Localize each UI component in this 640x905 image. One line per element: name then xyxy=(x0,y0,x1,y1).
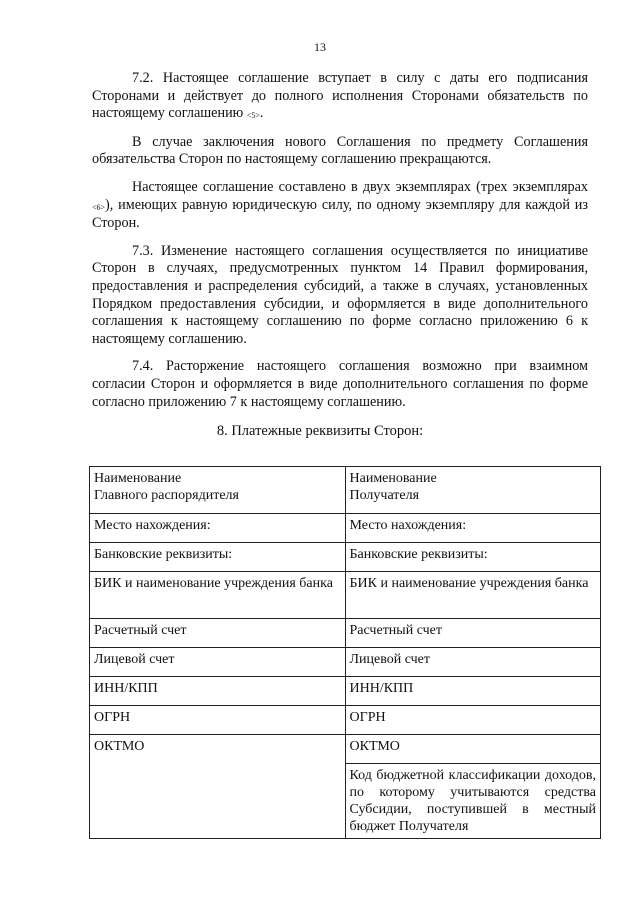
footnote-marker: <6> xyxy=(92,202,106,212)
paragraph-end: . xyxy=(259,105,264,122)
paragraph-text: Настоящее соглашение составлено в двух экземплярах (трех экземплярах xyxy=(132,178,588,195)
table-cell: Банковские реквизиты: xyxy=(345,543,601,572)
table-cell: Место нахождения: xyxy=(90,514,346,543)
table-row xyxy=(90,572,601,619)
footnote-marker: <5> xyxy=(246,111,260,121)
cell-text: Наименование xyxy=(94,471,182,486)
table-cell: Расчетный счет xyxy=(345,619,601,648)
table-row xyxy=(90,514,601,543)
table-row xyxy=(90,706,601,735)
table-row xyxy=(90,467,601,514)
table-cell: Код бюджетной классификации доходов, по которому учитываются средства Субсидии, поступившей в местный бюджет Получателя xyxy=(345,764,601,839)
table-cell: Место нахождения: xyxy=(345,514,601,543)
paragraph-text: 7.2. Настоящее соглашение вступает в силу с даты его подписания Сторонами и действует до полного исполнения Сторонами обязательств по настоящему соглашению xyxy=(92,70,588,122)
table-row xyxy=(90,677,601,706)
table-row xyxy=(90,735,601,764)
table-row xyxy=(90,648,601,677)
paragraph-copies xyxy=(92,179,588,233)
cell-text: Главного распорядителя xyxy=(94,488,239,503)
table-cell: ОГРН xyxy=(345,706,601,735)
table-cell: ОКТМО xyxy=(345,735,601,764)
table-cell: Лицевой счет xyxy=(345,648,601,677)
cell-text: Получателя xyxy=(349,488,420,503)
table-cell: БИК и наименование учреждения банка xyxy=(345,572,601,619)
cell-text: Наименование xyxy=(349,471,437,486)
section-title: 8. Платежные реквизиты Сторон: xyxy=(216,423,424,439)
paragraph-new-agreement: В случае заключения нового Соглашения по предмету Соглашения обязательства Сторон по настоящему соглашению прекращаются. xyxy=(92,133,588,168)
paragraph-7-3: 7.3. Изменение настоящего соглашения осуществляется по инициативе Сторон в случаях, предусмотренных пунктом 14 Правил формирования, предоставления и распределения субсидий, а также в случаях, установленных Порядком предоставления субсидии, и оформляется в виде дополнительного соглашения к настоящему соглашению по форме согласно приложению 6 к настоящему соглашению. xyxy=(92,242,588,347)
table-cell xyxy=(90,467,346,514)
table-cell: ОКТМО xyxy=(90,735,346,839)
table-cell xyxy=(345,467,601,514)
table-cell: Лицевой счет xyxy=(90,648,346,677)
table-cell: ИНН/КПП xyxy=(345,677,601,706)
table-cell: ОГРН xyxy=(90,706,346,735)
table-cell: Банковские реквизиты: xyxy=(90,543,346,572)
table-cell: ИНН/КПП xyxy=(90,677,346,706)
payment-details-table xyxy=(89,466,601,839)
table-row xyxy=(90,619,601,648)
agreement-text xyxy=(92,70,588,421)
page-number: 13 xyxy=(314,40,326,54)
table-row xyxy=(90,543,601,572)
paragraph-end: ), имеющих равную юридическую силу, по одному экземпляру для каждой из Сторон. xyxy=(92,196,588,232)
table-cell: Расчетный счет xyxy=(90,619,346,648)
paragraph-7-2 xyxy=(92,70,588,124)
paragraph-7-4: 7.4. Расторжение настоящего соглашения возможно при взаимном согласии Сторон и оформляется в виде дополнительного соглашения по форме согласно приложению 7 к настоящему соглашению. xyxy=(92,358,588,410)
table-cell: БИК и наименование учреждения банка xyxy=(90,572,346,619)
